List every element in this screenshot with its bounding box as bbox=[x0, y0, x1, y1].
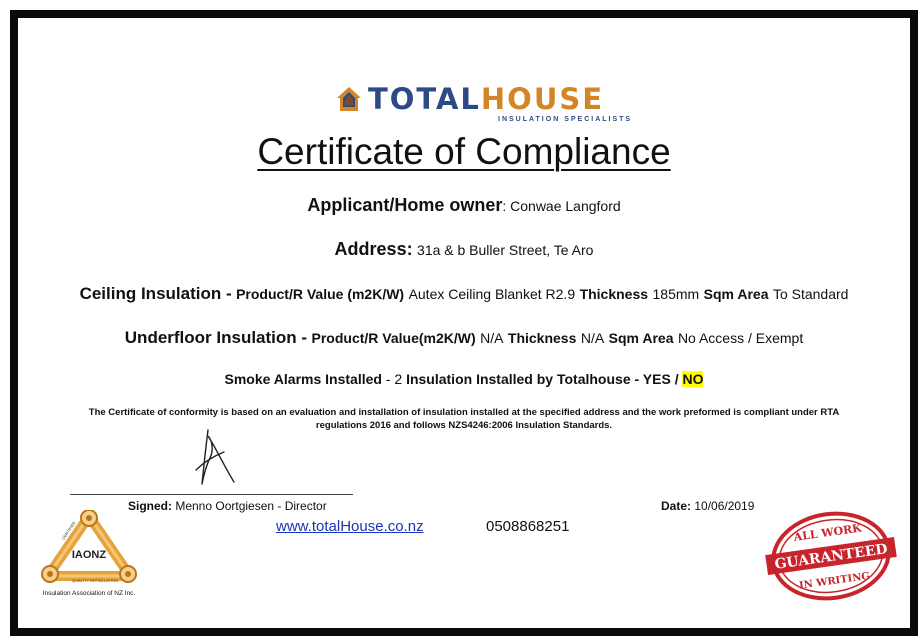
address-value: 31a & b Buller Street, Te Aro bbox=[417, 242, 594, 258]
underfloor-area-label: Sqm Area bbox=[608, 330, 674, 346]
signed-label: Signed: bbox=[128, 499, 172, 513]
svg-text:QUALITY INSTALLATION: QUALITY INSTALLATION bbox=[72, 578, 119, 583]
signed-value: Menno Oortgiesen - Director bbox=[172, 499, 327, 513]
house-logo-icon bbox=[336, 86, 362, 112]
website-link[interactable]: www.totalHouse.co.nz bbox=[276, 518, 424, 535]
underfloor-product-label: Product/R Value(m2K/W) bbox=[311, 330, 476, 346]
iaonz-caption: Insulation Association of NZ Inc. bbox=[42, 590, 136, 597]
smoke-alarm-count: - 2 bbox=[381, 371, 407, 387]
applicant-label: Applicant/Home owner bbox=[307, 195, 503, 215]
date-line bbox=[661, 499, 754, 513]
date-label: Date: bbox=[661, 499, 692, 513]
signed-line bbox=[128, 499, 327, 513]
underfloor-product-value: N/A bbox=[480, 330, 504, 346]
ceiling-product-label: Product/R Value (m2K/W) bbox=[236, 286, 405, 302]
svg-text:CERTIFIED: CERTIFIED bbox=[60, 520, 77, 541]
svg-text:IAONZ: IAONZ bbox=[71, 549, 107, 561]
svg-text:GUARANTEED: GUARANTEED bbox=[773, 541, 889, 573]
disclaimer-text: The Certificate of conformity is based on an evaluation and installation of insulation installed at the specified address and the work preformed is compliant under RTA regulations 2016 and follows NZS4246:2006 Insulation Standards. bbox=[88, 407, 840, 431]
certificate-frame bbox=[10, 10, 918, 636]
address-line bbox=[18, 239, 910, 260]
underfloor-line bbox=[18, 328, 910, 348]
phone-number: 0508868251 bbox=[486, 518, 570, 535]
installed-by-label: Insulation Installed by Totalhouse - YES / bbox=[406, 371, 683, 387]
ceiling-area-label: Sqm Area bbox=[703, 286, 769, 302]
certificate-title: Certificate of Compliance bbox=[257, 131, 671, 172]
applicant-line bbox=[18, 195, 910, 216]
applicant-value: : Conwae Langford bbox=[502, 198, 621, 214]
totalhouse-logo bbox=[336, 80, 636, 126]
date-value: 10/06/2019 bbox=[691, 499, 755, 513]
ceiling-label: Ceiling Insulation - bbox=[79, 284, 232, 303]
smoke-alarm-label: Smoke Alarms Installed bbox=[224, 371, 382, 387]
ceiling-product-value: Autex Ceiling Blanket R2.9 bbox=[408, 286, 576, 302]
svg-text:ALL WORK: ALL WORK bbox=[792, 521, 863, 544]
logo-wordmark: TOTALHOUSE bbox=[368, 82, 605, 116]
guaranteed-stamp bbox=[762, 508, 900, 604]
installed-by-value: NO bbox=[682, 371, 704, 387]
underfloor-thickness-label: Thickness bbox=[507, 330, 577, 346]
svg-text:IN WRITING: IN WRITING bbox=[798, 570, 871, 592]
smoke-alarm-line bbox=[18, 371, 910, 389]
ceiling-area-value: To Standard bbox=[772, 286, 849, 302]
address-label: Address: bbox=[334, 239, 413, 259]
ceiling-thickness-label: Thickness bbox=[579, 286, 649, 302]
underfloor-area-value: No Access / Exempt bbox=[677, 330, 804, 346]
ceiling-line bbox=[18, 284, 910, 304]
signature-mark bbox=[190, 426, 240, 488]
iaonz-logo bbox=[34, 510, 144, 602]
underfloor-thickness-value: N/A bbox=[580, 330, 605, 346]
logo-tagline: INSULATION SPECIALISTS bbox=[498, 116, 633, 123]
signature-line bbox=[70, 494, 353, 495]
underfloor-label: Underfloor Insulation - bbox=[124, 328, 308, 347]
ceiling-thickness-value: 185mm bbox=[652, 286, 700, 302]
iaonz-emblem bbox=[34, 510, 144, 588]
